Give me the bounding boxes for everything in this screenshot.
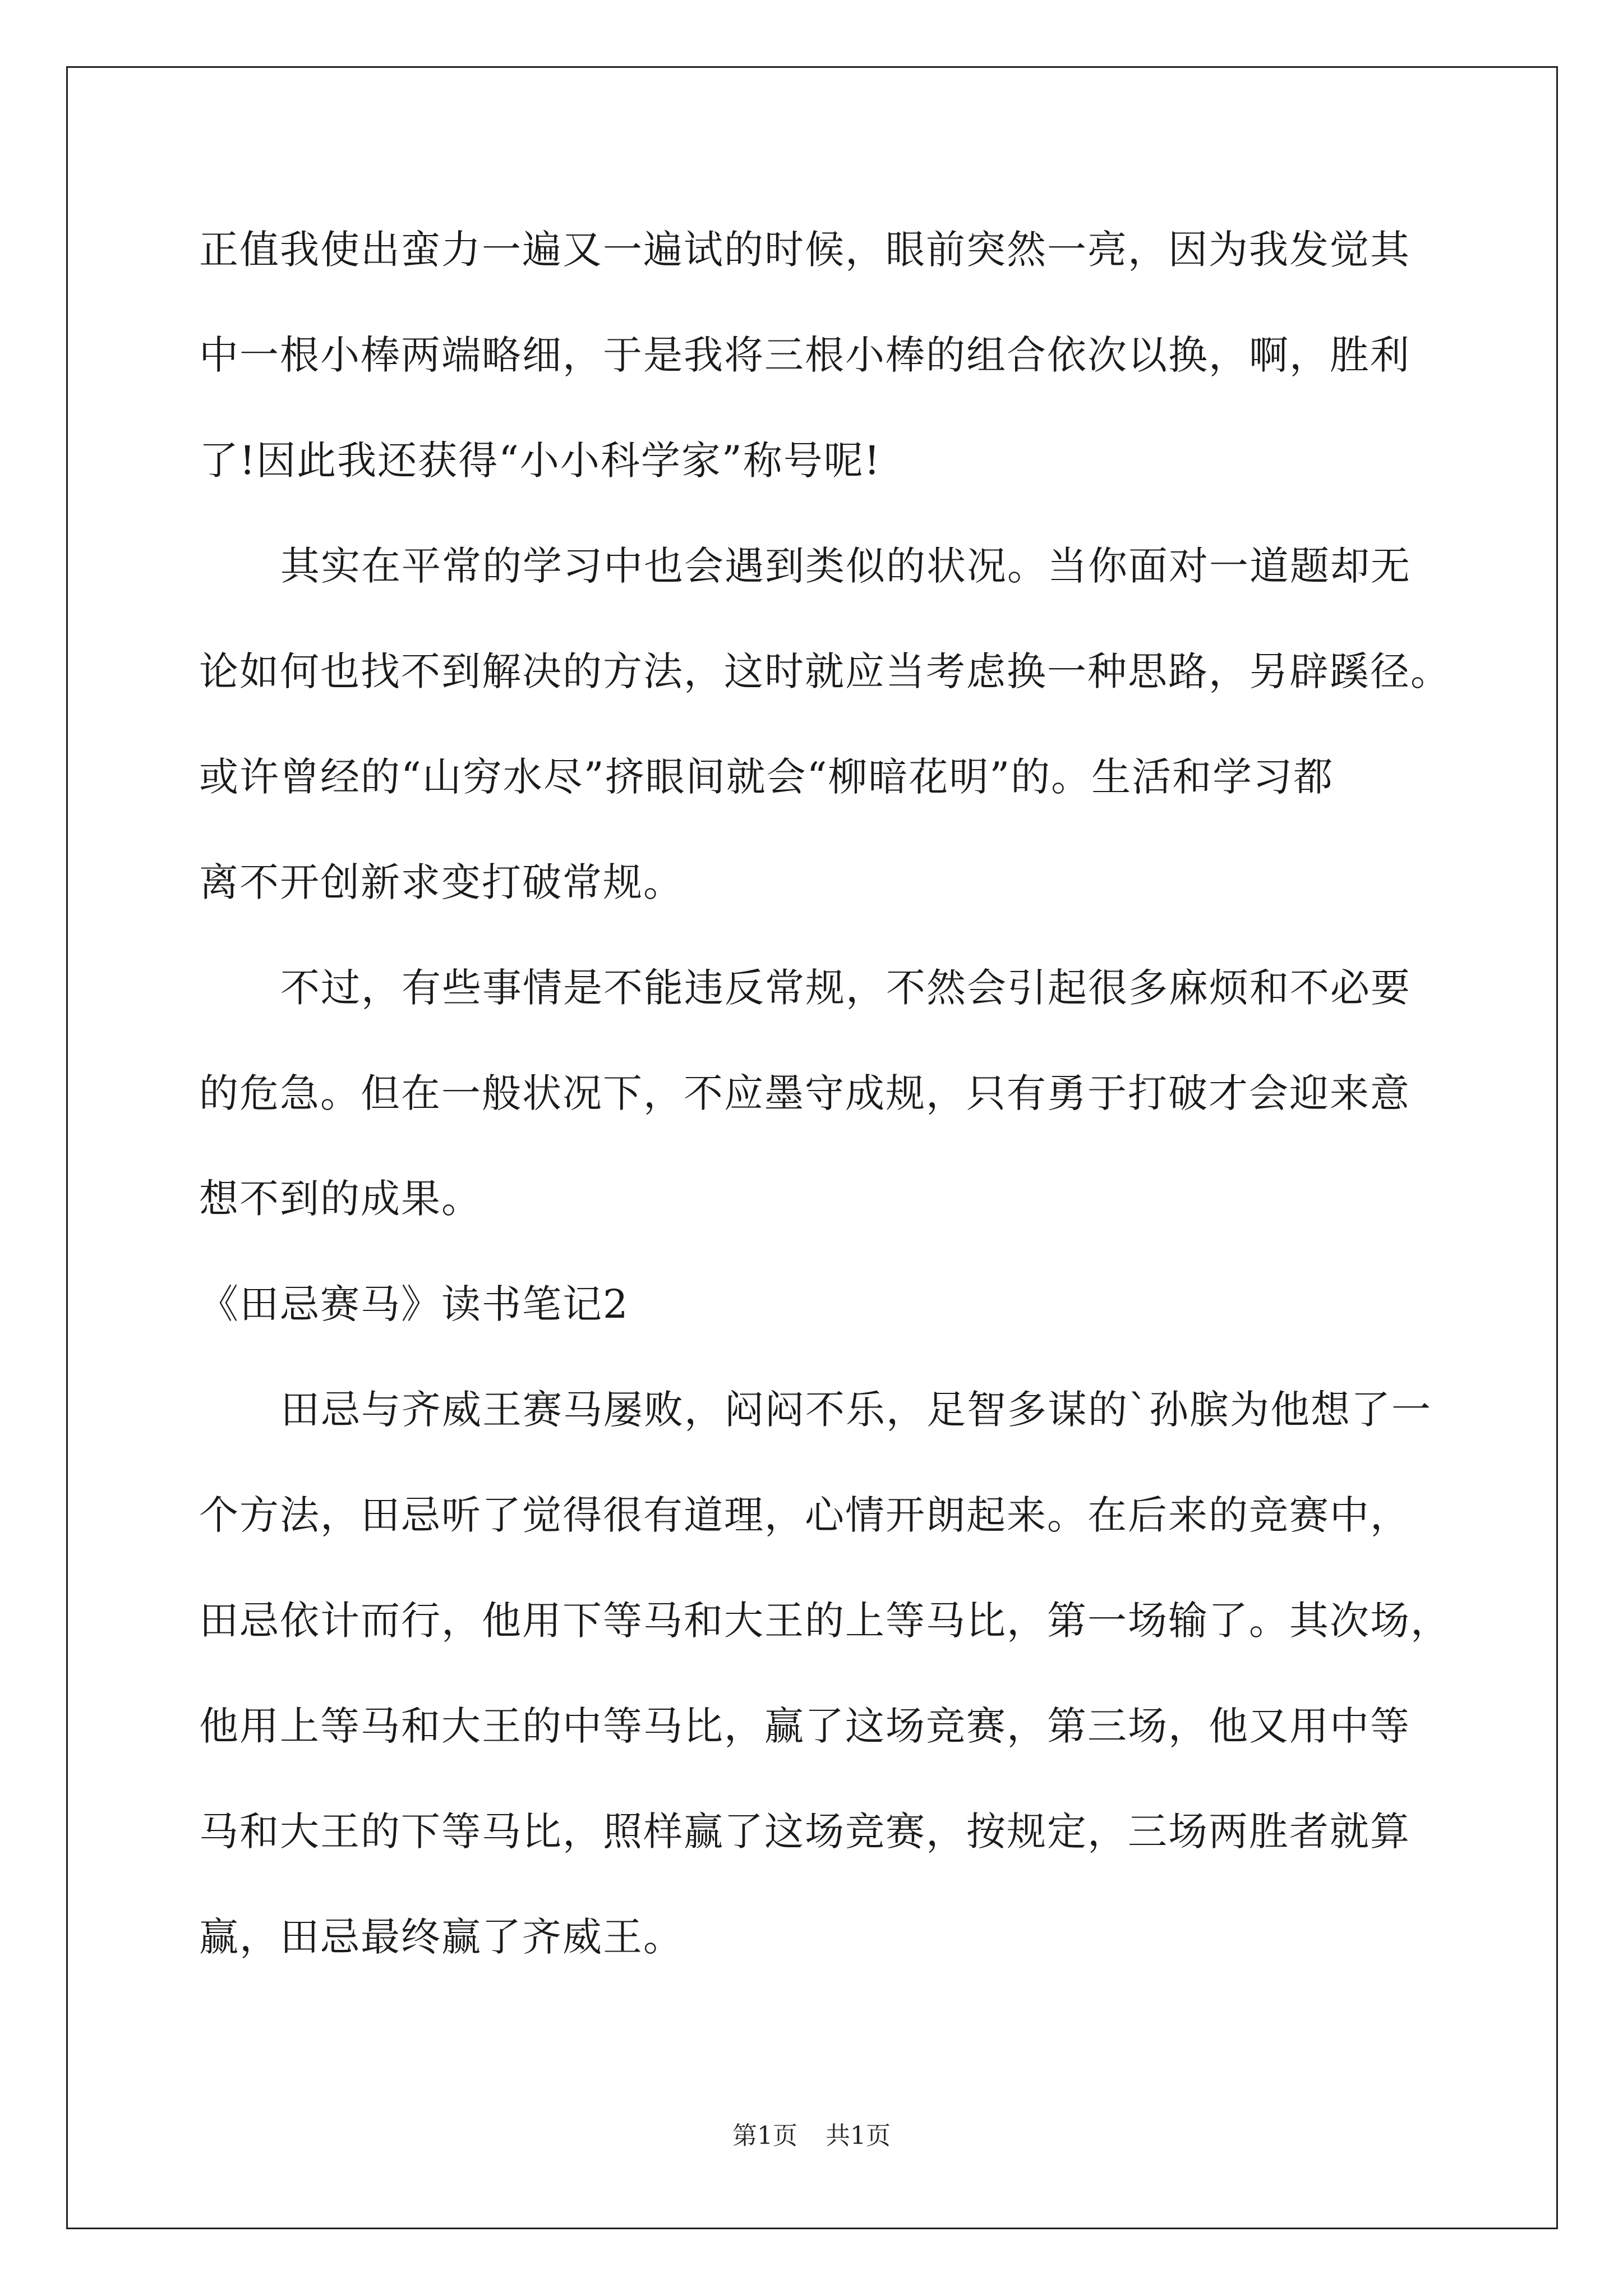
text-line: 想不到的成果。 xyxy=(199,1176,482,1222)
text-line: 田忌与齐威王赛马屡败，闷闷不乐，足智多谋的`孙膑为他想了一 xyxy=(280,1387,1432,1433)
section-heading: 《田忌赛马》读书笔记2 xyxy=(199,1281,629,1327)
text-line: 了!因此我还获得“小小科学家”称号呢! xyxy=(199,438,881,484)
text-line: 他用上等马和大王的中等马比，赢了这场竞赛，第三场，他又用中等 xyxy=(199,1703,1410,1749)
page-footer xyxy=(0,2119,1623,2153)
page-number: 第1页 xyxy=(732,2122,797,2150)
text-line: 田忌依计而行，他用下等马和大王的上等马比，第一场输了。其次场， xyxy=(199,1598,1451,1644)
text-line: 的危急。但在一般状况下，不应墨守成规，只有勇于打破才会迎来意 xyxy=(199,1070,1410,1116)
text-line: 个方法，田忌听了觉得很有道理，心情开朗起来。在后来的竞赛中， xyxy=(199,1492,1410,1538)
page-total: 共1页 xyxy=(826,2122,891,2150)
text-line: 赢，田忌最终赢了齐威王。 xyxy=(199,1914,684,1960)
text-line: 不过，有些事情是不能违反常规，不然会引起很多麻烦和不必要 xyxy=(280,965,1411,1011)
text-line: 其实在平常的学习中也会遇到类似的状况。当你面对一道题却无 xyxy=(280,543,1411,589)
text-line: 论如何也找不到解决的方法，这时就应当考虑换一种思路，另辟蹊径。 xyxy=(199,648,1451,694)
text-line: 或许曾经的“山穷水尽”挤眼间就会“柳暗花明”的。生活和学习都 xyxy=(199,754,1334,800)
page-border xyxy=(66,66,1558,2229)
text-line: 离不开创新求变打破常规。 xyxy=(199,859,684,905)
text-line: 马和大王的下等马比，照样赢了这场竞赛，按规定，三场两胜者就算 xyxy=(199,1809,1410,1855)
text-line: 正值我使出蛮力一遍又一遍试的时候，眼前突然一亮，因为我发觉其 xyxy=(199,227,1410,273)
text-line: 中一根小棒两端略细，于是我将三根小棒的组合依次以换，啊，胜利 xyxy=(199,332,1410,378)
